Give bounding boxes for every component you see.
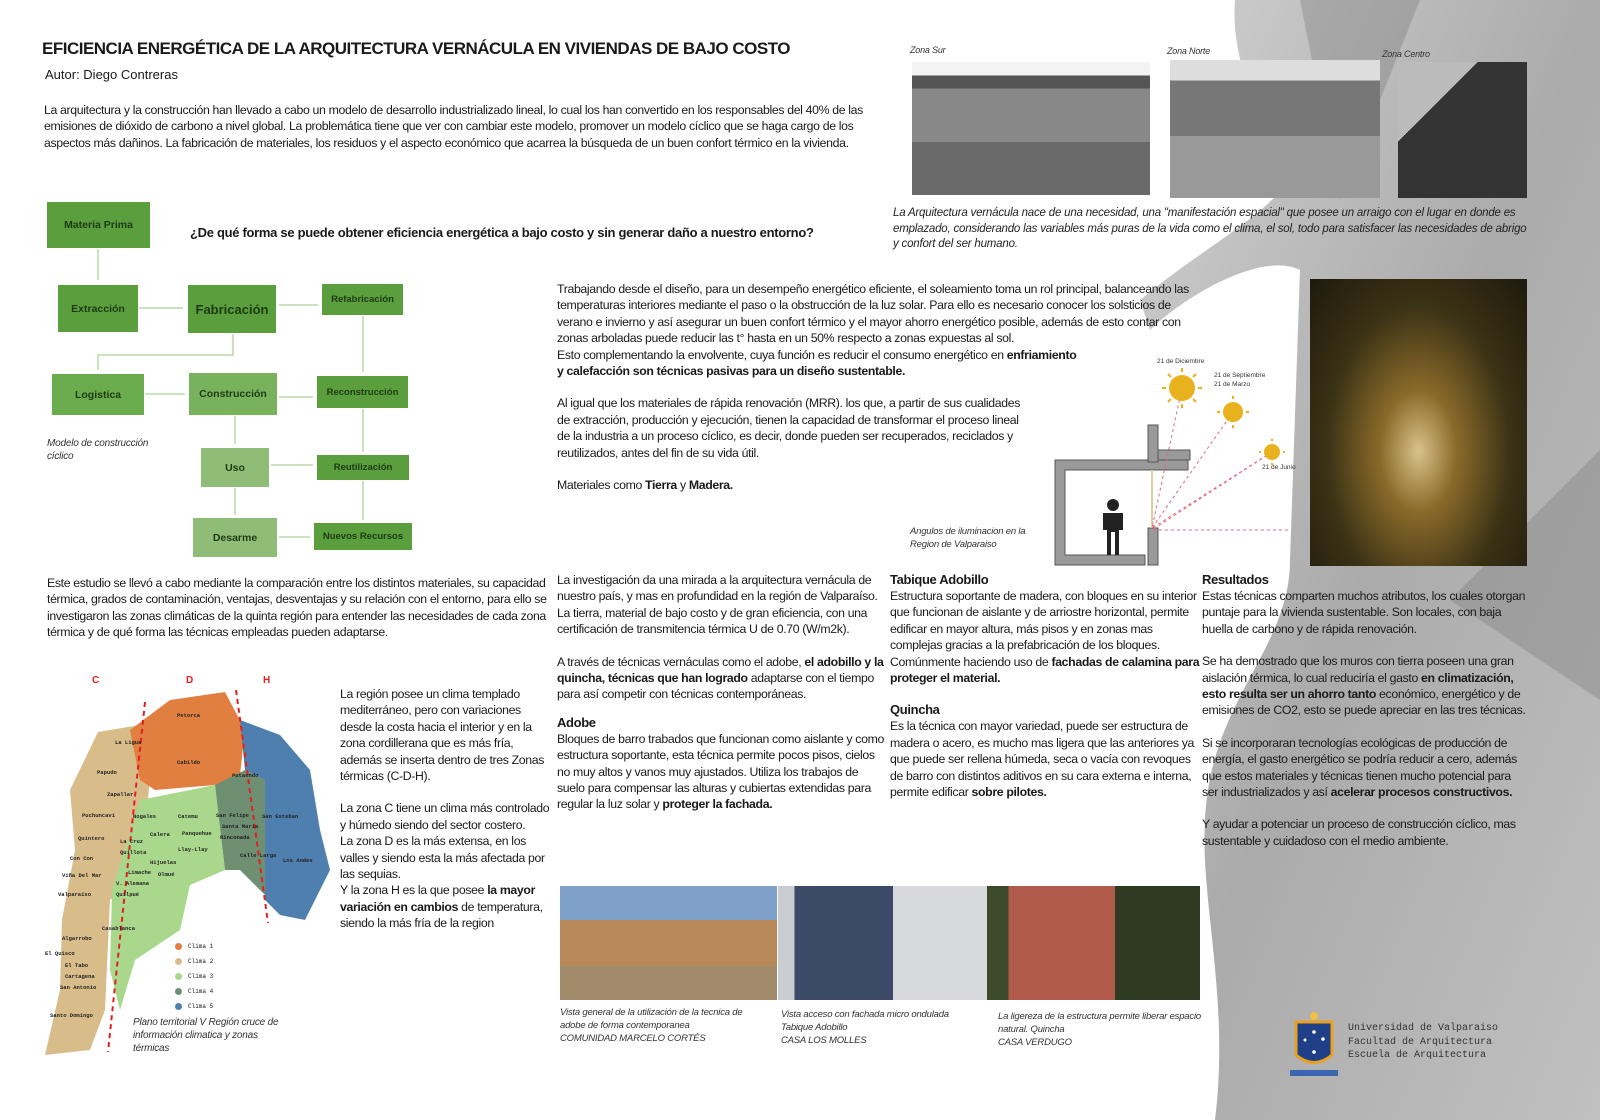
design-paragraph-2: [557, 347, 1077, 380]
map-city-label: Zapallar: [107, 791, 134, 798]
text-bold: enfriamiento y calefacción son técnicas pasivas para un diseño sustentable.: [557, 347, 1077, 379]
map-city-label: Con Con: [70, 855, 94, 862]
map-city-label: Calle Larga: [240, 852, 277, 859]
zona-sur-photo: [912, 62, 1150, 195]
design-paragraph-3: Al igual que los materiales de rápida renovación (MRR). los que, a partir de sus cualidades de extracción, producción y ejecución, tienen la capacidad de transformar el proceso lineal de la industria a un proceso cíclico, es decir, donde pueden ser recuperados, reciclados y reutilizados, antes del fin de su vida útil.: [557, 396, 1021, 460]
map-city-label: Olmué: [158, 871, 175, 878]
region-paragraph-4: [340, 882, 555, 931]
map-city-label: Limache: [128, 869, 152, 876]
text-bold: en climatización, esto resulta ser un ahorro tanto: [1202, 670, 1514, 702]
zona-norte-photo: [1170, 60, 1380, 198]
map-city-label: Quillota: [120, 849, 147, 856]
flow-box-extraccion: Extracción: [58, 285, 138, 332]
map-city-label: San Felipe: [216, 812, 250, 819]
legend-swatch: [175, 988, 182, 995]
adobe-text: [557, 731, 887, 813]
zone-sur-label: Zona Sur: [910, 45, 946, 55]
zone-d-label: D: [186, 675, 194, 686]
tabique-text: [890, 588, 1202, 686]
flow-box-fabricacion: Fabricación: [188, 285, 276, 333]
text: adaptarse con el tiempo para así competir con técnicas contemporáneas.: [557, 671, 874, 702]
map-city-label: Panquehue: [182, 830, 212, 837]
results-paragraph-1: Estas técnicas comparten muchos atributos, los cuales otorgan puntaje para la vivienda sustentable. Son locales, con baja huella de carbono y de rápida renovación.: [1202, 589, 1526, 636]
zone-centro-label: Zona Centro: [1382, 49, 1430, 59]
text: La ligereza de la estructura permite liberar espacio natural. Quincha: [998, 1011, 1201, 1035]
flowchart-caption: Modelo de construcción cíclico: [47, 438, 149, 462]
map-city-label: La Ligua: [115, 739, 142, 746]
region-text: [340, 686, 555, 932]
legend-swatch: [175, 973, 182, 980]
text: Es la técnica con mayor variedad, puede ser estructura de madera o acero, es mucho mas ligera que las anteriores ya que puede ser rellena húmeda, seca o vacía con revoques de barro con distintos aditivos en su cara externa e interna, permite edificar: [890, 719, 1195, 800]
study-text: Este estudio se llevó a cabo mediante la comparación entre los distintos materiales, su capacidad térmica, grados de contaminación, ventajas, desventajas y su relación con el entorno, para ello se investigaron las zonas climáticas de la quinta región para entender las necesidades de cada zona térmica y de qué forma las técnicas empleadas pueden adaptarse.: [47, 576, 547, 640]
map-city-label: Catemu: [178, 813, 198, 820]
map-city-label: Hijuelas: [150, 859, 177, 866]
tabique-heading: Tabique Adobillo: [890, 572, 989, 587]
legend-item: [175, 954, 213, 969]
photo-caption-2: [781, 1008, 981, 1047]
photo-los-molles: [778, 886, 987, 1000]
flow-box-reconstruccion: Reconstrucción: [317, 376, 408, 408]
legend-label: Clima 2: [188, 958, 214, 965]
text: Estructura soportante de madera, con bloques en su interior que funcionan de aislante y de arriostre horizontal, permite edificar en mayor altura, más pisos y en zonas mas complejas gracias a la prefabricación de los bloques. Comúnmente haciendo uso de: [890, 589, 1197, 669]
sun-label-september: 21 de Septiembre: [1214, 372, 1266, 379]
text: COMUNIDAD MARCELO CORTÉS: [560, 1033, 706, 1044]
text-bold: Madera.: [688, 478, 733, 493]
legend-item: [175, 969, 213, 984]
text: Bloques de barro trabados que funcionan como aislante y como estructura soportante, esta técnica permite pocos pisos, cielos no muy altos y vanos muy ajustados. Utiliza los trabajos de suelo para compensar las alturas y cubiertas extendidas para regular la luz solar y: [557, 731, 884, 812]
map-city-label: Cabildo: [177, 759, 201, 766]
poster-title: EFICIENCIA ENERGÉTICA DE LA ARQUITECTURA VERNÁCULA EN VIVIENDAS DE BAJO COSTO: [42, 39, 790, 58]
photo-verdugo: [987, 886, 1200, 1000]
text: Si se incorporaran tecnologías ecológicas de producción de energía, el gasto energético se podría reducir a cero, además que estos materiales y técnicas tienen mucho potencial para ser industrializados y así: [1202, 735, 1517, 800]
sun-label-june: 21 de Junio: [1262, 464, 1296, 471]
text: Vista general de la utilización de la tecnica de adobe de forma contemporanea: [560, 1007, 743, 1031]
legend-item: [175, 939, 213, 954]
flow-box-refabricacion: Refabricación: [322, 284, 403, 315]
zone-norte-label: Zona Norte: [1167, 46, 1211, 56]
map-city-label: Santo Domingo: [50, 1012, 93, 1019]
sun-angle-diagram: [1040, 350, 1310, 570]
map-city-label: Casablanca: [102, 925, 136, 932]
map-caption: Plano territorial V Región cruce de información climatica y zonas térmicas: [133, 1017, 279, 1054]
map-city-label: Putaendo: [232, 772, 259, 779]
flow-box-uso: Uso: [201, 448, 269, 487]
photo-marcelo-cortes: [560, 886, 777, 1000]
map-city-label: Valparaíso: [58, 891, 92, 898]
photo-caption-1: [560, 1006, 770, 1045]
legend-swatch: [175, 943, 182, 950]
text: de temperatura, siendo la más fría de la region: [340, 899, 543, 931]
map-city-label: Algarrobo: [62, 935, 92, 942]
map-city-label: El Tabo: [65, 962, 89, 969]
results-paragraph-3: [1202, 735, 1527, 801]
flow-box-materia-prima: Materia Prima: [47, 202, 150, 248]
legend-swatch: [175, 958, 182, 965]
map-city-label: Cartagena: [65, 973, 95, 980]
results-paragraph-4: Y ayudar a potenciar un proceso de construcción cíclico, mas sustentable y cuidadoso con el medio ambiente.: [1202, 817, 1516, 848]
text-bold: sobre pilotes.: [971, 785, 1047, 800]
results-heading: Resultados: [1202, 572, 1269, 587]
sun-label-december: 21 de Diciembre: [1157, 358, 1205, 365]
person-icon: [1103, 499, 1123, 555]
text: Escuela de Arquitectura: [1348, 1050, 1487, 1061]
results-text: [1202, 572, 1527, 849]
map-city-label: El Quisco: [45, 950, 75, 957]
text: A través de técnicas vernáculas como el adobe,: [557, 654, 805, 669]
text: Vista acceso con fachada micro ondulada Tabique Adobillo: [781, 1009, 949, 1033]
investigation-text: [557, 572, 887, 813]
text: CASA VERDUGO: [998, 1037, 1072, 1048]
legend-label: Clima 3: [188, 973, 214, 980]
zona-centro-photo: [1398, 62, 1527, 198]
text: CASA LOS MOLLES: [781, 1035, 867, 1046]
region-paragraph-2: La zona C tiene un clima más controlado y húmedo siendo del sector costero.: [340, 801, 550, 832]
techniques-text: [890, 572, 1202, 800]
flow-box-reutilizacion: Reutilización: [317, 455, 409, 480]
map-city-label: Calera: [150, 831, 170, 838]
intro-text: La arquitectura y la construcción han llevado a cabo un modelo de desarrollo industrializado lineal, lo cual los han convertido en los responsables del 40% de las emisiones de dióxido de carbono a nivel global. La problemática tiene que ver con cambiar este modelo, promover un modelo cíclico que se haga cargo de los aspectos más dañinos. La fabricación de materiales, los residuos y el aspecto económico que acarrea la búsqueda de un buen confort térmico en la vivienda.: [44, 103, 863, 150]
flow-box-nuevos-recursos: Nuevos Recursos: [314, 523, 412, 550]
map-city-label: V. Alemana: [116, 880, 150, 887]
map-city-label: Los Andes: [283, 857, 313, 864]
investigation-paragraph-2: [557, 654, 887, 703]
legend-label: Clima 1: [188, 943, 214, 950]
map-city-label: Quintero: [78, 835, 105, 842]
sun-diagram-caption: Angulos de iluminacion en la Region de Valparaiso: [910, 526, 1026, 550]
text-bold: proteger la fachada.: [662, 797, 773, 812]
map-city-label: Petorca: [177, 712, 201, 719]
quincha-text: [890, 718, 1202, 800]
text: económico, energético y de emisiones de CO2, esto se puede apreciar en las tres técnicas.: [1202, 687, 1526, 718]
legend-item: [175, 999, 213, 1014]
map-city-label: San Esteban: [262, 813, 299, 820]
university-seal-logo: [1288, 1010, 1340, 1080]
text-bold: fachadas de calamina para proteger el material.: [890, 654, 1200, 686]
university-name: [1348, 1022, 1498, 1063]
adobe-heading: Adobe: [557, 714, 596, 730]
tree-avenue-photo: [1310, 279, 1527, 566]
map-city-label: Llay-Llay: [178, 846, 208, 853]
map-legend: [175, 939, 213, 1014]
text: Materiales como: [557, 478, 646, 493]
text: Y la zona H es la que posee: [340, 883, 488, 898]
results-paragraph-2: [1202, 653, 1527, 719]
map-city-label: Rinconada: [220, 834, 250, 841]
map-city-label: Quilpué: [116, 891, 140, 898]
map-city-label: Viña Del Mar: [62, 872, 102, 879]
legend-label: Clima 4: [188, 988, 214, 995]
map-region-clima-1: [130, 692, 245, 790]
legend-label: Clima 5: [188, 1003, 214, 1010]
zone-c-label: C: [92, 675, 100, 686]
region-paragraph-3: La zona D es la más extensa, en los valles y siendo esta la más afectada por las sequias.: [340, 834, 545, 882]
sun-label-march: 21 de Marzo: [1214, 381, 1251, 388]
text: Esto complementando la envolvente, cuya función es reducir el consumo energético en: [557, 347, 1007, 362]
text: Universidad de Valparaiso: [1348, 1023, 1499, 1034]
region-paragraph-1: La región posee un clima templado mediterráneo, pero con variaciones desde la costa hacia el interior y en la zona cordillerana que es más fría, además se inserta dentro de tres Zonas térmicas (C-D-H).: [340, 687, 545, 784]
text-bold: el adobillo y la quincha, técnicas que han logrado: [557, 654, 884, 686]
text-bold: la mayor variación en cambios: [340, 883, 535, 914]
map-city-label: Nogales: [133, 813, 157, 820]
text: y: [676, 478, 689, 493]
zones-caption: La Arquitectura vernácula nace de una necesidad, una "manifestación espacial" que posee un arraigo con el lugar en donde es emplazado, considerando las variables más puras de la vida como el clima, el sol, todo para satisfacer las necesidades de abrigo y confort del ser humano.: [893, 207, 1527, 250]
map-city-label: Puchuncaví: [82, 812, 116, 819]
map-city-label: Papudo: [97, 769, 117, 776]
map-city-label: San Antonio: [60, 984, 97, 991]
flow-box-construccion: Construcción: [189, 373, 277, 415]
research-question: ¿De qué forma se puede obtener eficiencia energética a bajo costo y sin generar daño a nuestro entorno?: [190, 225, 814, 240]
legend-swatch: [175, 1003, 182, 1010]
text: Facultad de Arquitectura: [1348, 1036, 1493, 1048]
photo-caption-3: [998, 1010, 1203, 1049]
design-paragraph-1: Trabajando desde el diseño, para un desempeño energético eficiente, el soleamiento toma un rol principal, balanceando las temperaturas interiores mediante el paso o la obstrucción de la luz solar. Para ello es necesario conocer los solsticios de verano e invierno y así asegurar un buen confort térmico y el mayor ahorro energético posible, además de esto contar con zonas arboladas puede reducir las t° hasta en un 50% respecto a zonas expuestas al sol.: [557, 282, 1189, 346]
flow-box-desarme: Desarme: [193, 518, 277, 557]
investigation-paragraph-1: La investigación da una mirada a la arquitectura vernácula de nuestro país, y mas en profundidad en la región de Valparaíso. La tierra, material de bajo costo y de gran eficiencia, con una certificación de transmitencia térmica U de 0.70 (W/m2k).: [557, 573, 878, 637]
legend-item: [175, 984, 213, 999]
zone-h-label: H: [263, 675, 271, 686]
map-city-label: Santa María: [222, 823, 259, 830]
text-bold: acelerar procesos constructivos.: [1330, 785, 1513, 800]
text-bold: Tierra: [645, 478, 677, 493]
author: Autor: Diego Contreras: [45, 67, 178, 82]
flow-box-logistica: Logistica: [52, 374, 144, 415]
text: Se ha demostrado que los muros con tierra poseen una gran aislación térmica, lo cual reduciría el gasto: [1202, 654, 1514, 685]
map-city-label: La Cruz: [120, 838, 144, 845]
quincha-heading: Quincha: [890, 702, 940, 718]
